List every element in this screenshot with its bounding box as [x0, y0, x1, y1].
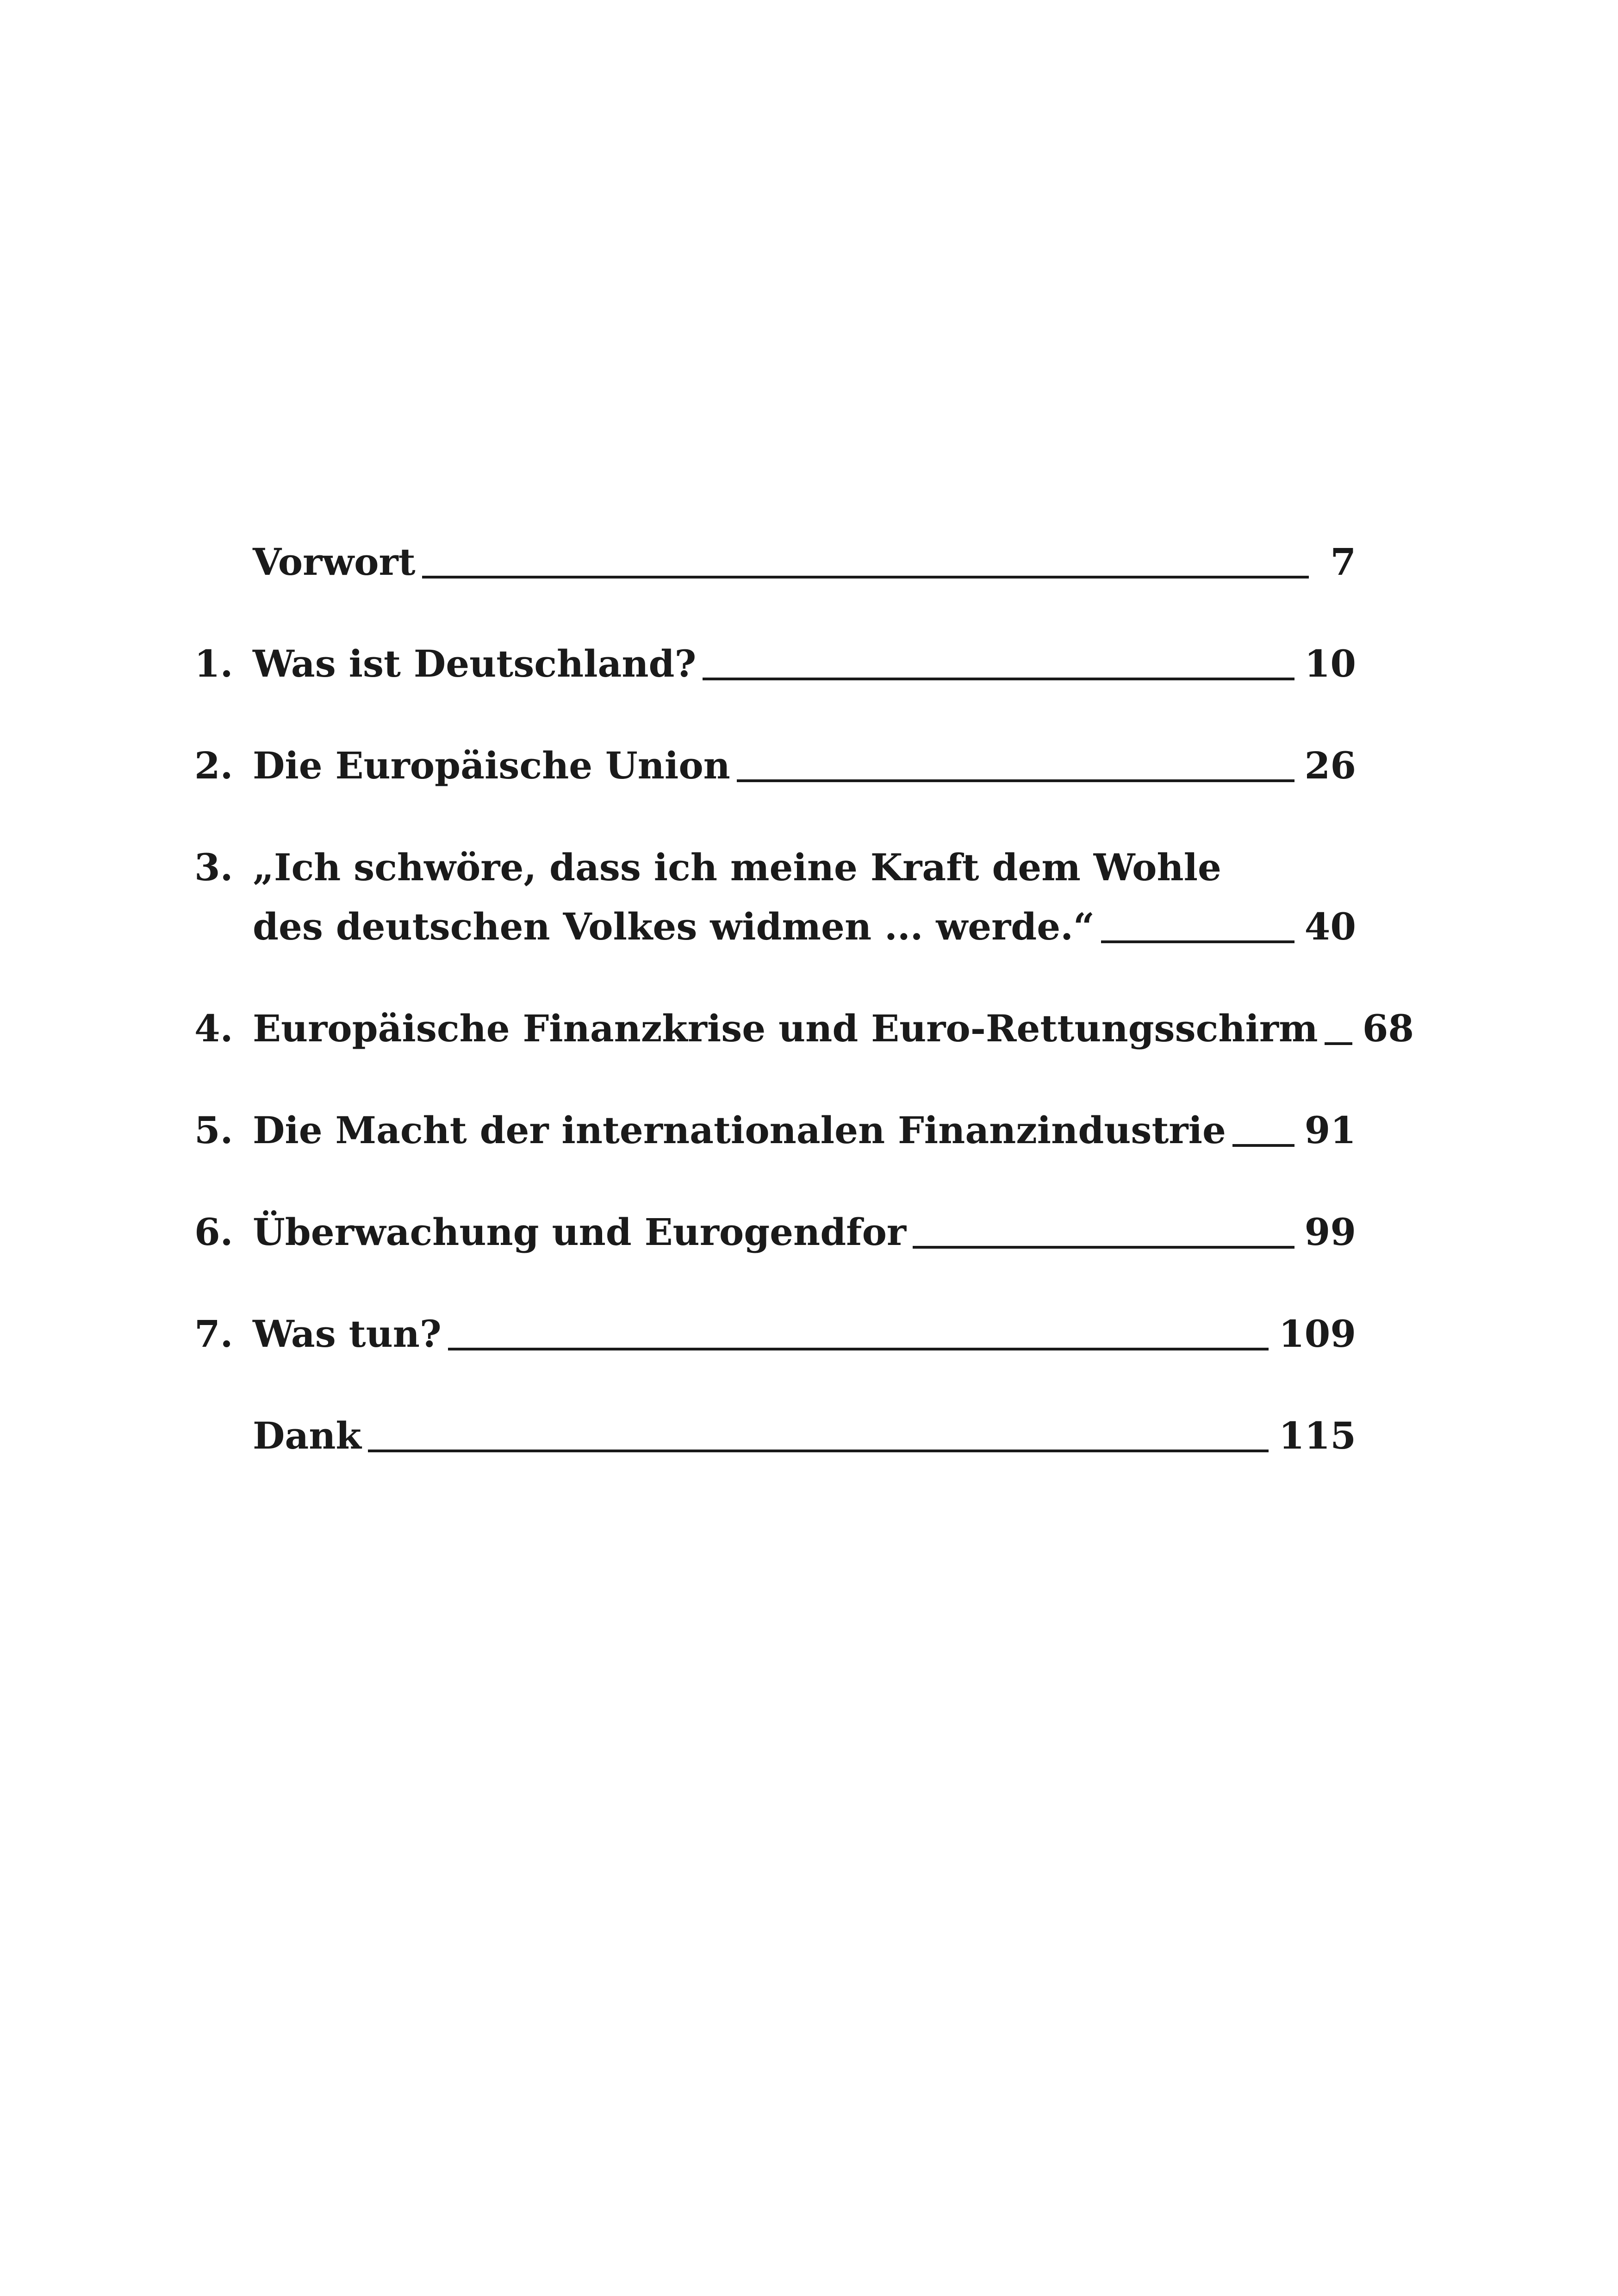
leader-line — [703, 678, 1294, 680]
toc-entry-page: 68 — [1362, 1007, 1414, 1050]
leader-line — [737, 779, 1294, 782]
toc-entry-5[interactable] — [194, 1101, 1356, 1160]
leader-line — [913, 1246, 1294, 1249]
toc-entry-title-line-1: „Ich schwöre, dass ich meine Kraft dem Wohle — [253, 846, 1221, 889]
toc-entry-7[interactable] — [194, 1304, 1356, 1363]
toc-entry-vorwort[interactable] — [194, 532, 1356, 591]
toc-entry-title: Die Europäische Union — [253, 744, 730, 787]
leader-line — [1101, 940, 1294, 943]
toc-entry-title: Die Macht der internationalen Finanzindustrie — [253, 1108, 1226, 1152]
leader-line — [1325, 1042, 1352, 1045]
toc-entry-number: 2. — [194, 744, 233, 787]
toc-entry-1[interactable] — [194, 634, 1356, 693]
toc-entry-title: Was ist Deutschland? — [253, 642, 697, 685]
toc-entry-number: 4. — [194, 1007, 233, 1050]
toc-entry-number: 5. — [194, 1108, 233, 1152]
leader-line — [1232, 1144, 1294, 1147]
toc-entry-number: 1. — [194, 642, 233, 685]
toc-entry-3[interactable] — [194, 838, 1356, 956]
toc-entry-2[interactable] — [194, 736, 1356, 795]
toc-entry-page: 109 — [1279, 1312, 1356, 1356]
toc-entry-dank[interactable] — [194, 1406, 1356, 1465]
leader-line — [448, 1348, 1269, 1350]
toc-entry-title: Vorwort — [253, 540, 416, 584]
toc-entry-title: Dank — [253, 1414, 361, 1457]
toc-entry-title-line-2: des deutschen Volkes widmen ... werde.“ — [253, 905, 1095, 948]
toc-entry-page: 40 — [1304, 905, 1356, 948]
leader-line — [368, 1450, 1269, 1452]
toc-entry-number: 6. — [194, 1210, 233, 1254]
table-of-contents — [194, 532, 1414, 1465]
toc-entry-6[interactable] — [194, 1202, 1356, 1262]
toc-entry-title: Überwachung und Eurogendfor — [253, 1210, 907, 1254]
toc-entry-page: 115 — [1279, 1414, 1356, 1457]
toc-entry-page: 26 — [1304, 744, 1356, 787]
toc-entry-page: 91 — [1304, 1108, 1356, 1152]
toc-entry-number: 7. — [194, 1312, 233, 1356]
toc-entry-page: 99 — [1304, 1210, 1356, 1254]
toc-entry-number: 3. — [194, 846, 233, 889]
toc-entry-title: Was tun? — [253, 1312, 442, 1356]
toc-entry-4[interactable] — [194, 999, 1414, 1058]
toc-entry-page: 10 — [1304, 642, 1356, 685]
toc-entry-title: Europäische Finanzkrise und Euro-Rettungsschirm — [253, 1007, 1318, 1050]
leader-line — [422, 576, 1309, 579]
toc-entry-page: 7 — [1330, 540, 1356, 584]
